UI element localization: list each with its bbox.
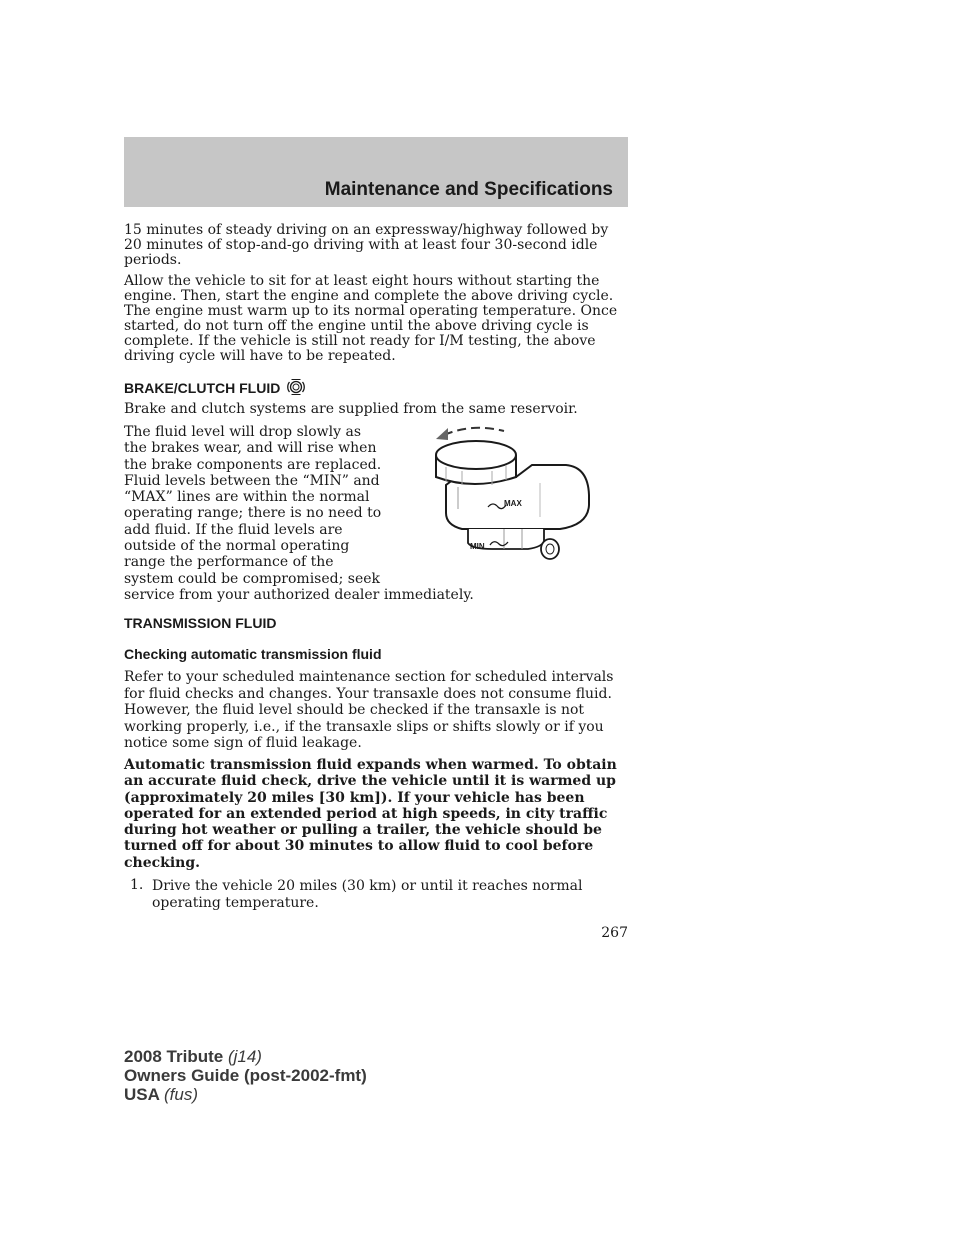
max-level-label: MAX [504,499,522,508]
page-number: 267 [601,925,628,941]
brake-fluid-line: service from your authorized dealer immediately. [124,586,474,603]
footer-line-1 [124,1047,367,1066]
brake-fluid-line: range the performance of the [124,554,334,571]
step-number: 1. [130,877,144,893]
brake-fluid-paragraph-2 [124,424,474,603]
transmission-fluid-heading: TRANSMISSION FLUID [124,615,277,631]
footer-market-code: (fus) [164,1085,198,1104]
section-title: Maintenance and Specifications [324,179,613,200]
brake-fluid-line: the brake components are replaced. [124,456,382,473]
intro-paragraph-2: Allow the vehicle to sit for at least eight hours without starting the engine. Then, start the engine and complete the above driving cycle. The engine must warm up to its normal operating temperature. Once started, do not turn off the engine until the above driving cycle is complete. If the vehicle is still not ready for I/M testing, the above driving cycle will have to be repeated. [124,273,618,364]
brake-fluid-symbol-icon [286,377,306,400]
brake-fluid-line: The fluid level will drop slowly as [124,424,362,440]
footer-guide-type: Owners Guide (post-2002-fmt) [124,1066,367,1085]
brake-fluid-heading [124,377,306,400]
transmission-warning: Automatic transmission fluid expands when warmed. To obtain an accurate fluid check, drive the vehicle until it is warmed up (approximately 20 miles [30 km]). If your vehicle has been operated for an extended period at high speeds, in city traffic during hot weather or pulling a trailer, the vehicle should be turned off for about 30 minutes to allow fluid to cool before checking. [124,757,617,871]
footer-model: 2008 Tribute [124,1047,224,1066]
brake-fluid-line: the brakes wear, and will rise when [124,440,377,457]
intro-paragraph-1: 15 minutes of steady driving on an expressway/highway followed by 20 minutes of stop-and-go driving with at least four 30-second idle periods. [124,222,609,268]
brake-fluid-reservoir-illustration [432,425,594,565]
checking-transmission-subheading: Checking automatic transmission fluid [124,646,382,662]
footer-model-code: (j14) [227,1047,262,1066]
footer-line-3 [124,1085,367,1104]
brake-fluid-line: add fluid. If the fluid levels are [124,521,343,538]
step-text: Drive the vehicle 20 miles (30 km) or until it reaches normal operating temperature. [152,878,583,911]
brake-fluid-heading-text: BRAKE/CLUTCH FLUID [124,380,281,396]
footer-line-2 [124,1066,367,1085]
section-header-band [124,137,628,207]
brake-fluid-line: Fluid levels between the “MIN” and [124,472,380,489]
footer-market: USA [124,1085,160,1104]
brake-fluid-line: “MAX” lines are within the normal [124,489,370,506]
min-level-label: MIN [470,542,485,551]
brake-fluid-line: operating range; there is no need to [124,505,382,522]
brake-fluid-line: system could be compromised; seek [124,570,381,587]
document-footer [124,1047,367,1104]
brake-fluid-paragraph-1: Brake and clutch systems are supplied from the same reservoir. [124,401,578,417]
transmission-paragraph-1: Refer to your scheduled maintenance section for scheduled intervals for fluid checks and changes. Your transaxle does not consume fluid. However, the fluid level should be checked if the transaxle is not working properly, i.e., if the transaxle slips or shifts slowly or if you notice some sign of fluid leakage. [124,669,614,751]
brake-fluid-line: outside of the normal operating [124,538,350,555]
